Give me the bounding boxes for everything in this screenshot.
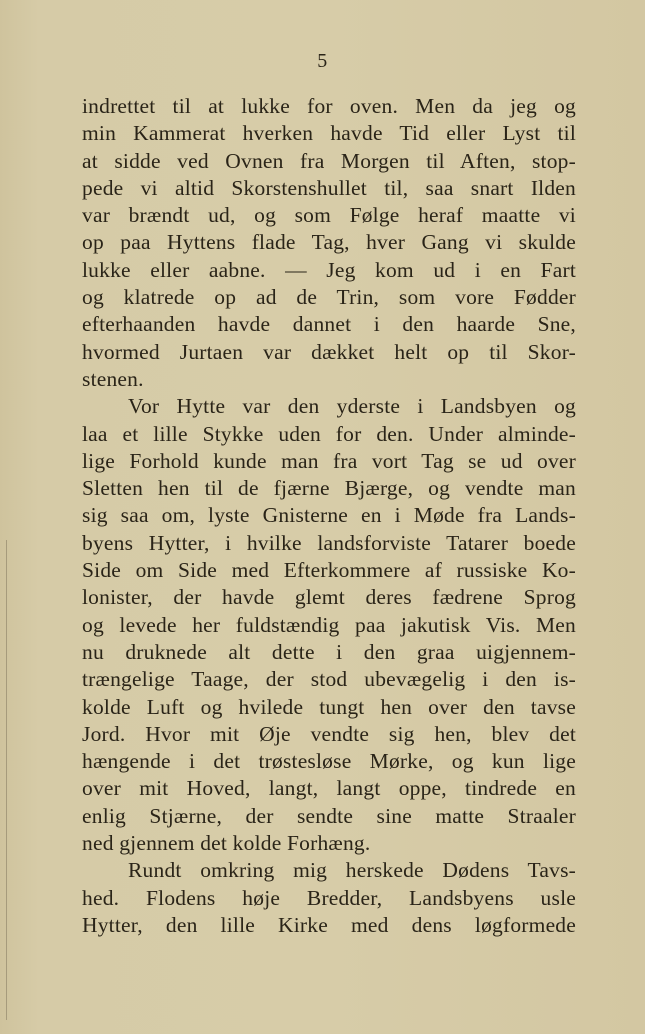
text-line: Jord. Hvor mit Øje vendte sig hen, blev det (82, 721, 576, 746)
text-line: hed. Flodens høje Bredder, Landsbyens usle (82, 885, 576, 910)
text-line: lonister, der havde glemt deres fædrene Sprog (82, 585, 576, 610)
text-line: op paa Hyttens flade Tag, hver Gang vi skulde (82, 230, 576, 255)
text-line: sig saa om, lyste Gnisterne en i Møde fra Lands- (82, 503, 576, 528)
text-line: laa et lille Stykke uden for den. Under alminde- (82, 421, 576, 446)
text-line: at sidde ved Ovnen fra Morgen til Aften, stop- (82, 148, 576, 173)
page-number: 5 (317, 50, 328, 72)
text-line: lukke eller aabne. — Jeg kom ud i en Fart (82, 257, 576, 282)
text-line: trængelige Taage, der stod ubevægelig i den is- (82, 667, 576, 692)
text-line: min Kammerat hverken havde Tid eller Lyst til (82, 121, 576, 146)
text-line: Hytter, den lille Kirke med dens løgformede (82, 912, 576, 937)
page-edge-shadow (6, 540, 7, 1020)
text-line: kolde Luft og hvilede tungt hen over den tavse (82, 694, 576, 719)
text-line: efterhaanden havde dannet i den haarde Sne, (82, 312, 576, 337)
body-text (82, 93, 576, 939)
text-line: enlig Stjærne, der sendte sine matte Straaler (82, 803, 576, 828)
text-line: nu druknede alt dette i den graa uigjennem- (82, 639, 576, 664)
text-line: Side om Side med Efterkommere af russiske Ko- (82, 558, 576, 583)
text-line: Rundt omkring mig herskede Dødens Tavs- (128, 858, 576, 883)
text-line: og levede her fuldstændig paa jakutisk Vis. Men (82, 612, 576, 637)
text-line: Vor Hytte var den yderste i Landsbyen og (128, 394, 576, 419)
text-line: var brændt ud, og som Følge heraf maatte vi (82, 203, 576, 228)
text-line: stenen. (82, 366, 144, 391)
text-line: ned gjennem det kolde Forhæng. (82, 831, 371, 856)
text-line: hvormed Jurtaen var dækket helt op til Skor- (82, 339, 576, 364)
text-line: over mit Hoved, langt, langt oppe, tindrede en (82, 776, 576, 801)
text-line: indrettet til at lukke for oven. Men da jeg og (82, 94, 576, 118)
text-line: og klatrede op ad de Trin, som vore Fødder (82, 285, 576, 310)
text-line: byens Hytter, i hvilke landsforviste Tatarer boede (82, 530, 576, 555)
text-line: Sletten hen til de fjærne Bjærge, og vendte man (82, 476, 576, 501)
text-line: hængende i det trøstesløse Mørke, og kun lige (82, 749, 576, 774)
text-line: lige Forhold kunde man fra vort Tag se ud over (82, 448, 576, 473)
text-line: pede vi altid Skorstenshullet til, saa snart Ilden (82, 175, 576, 200)
